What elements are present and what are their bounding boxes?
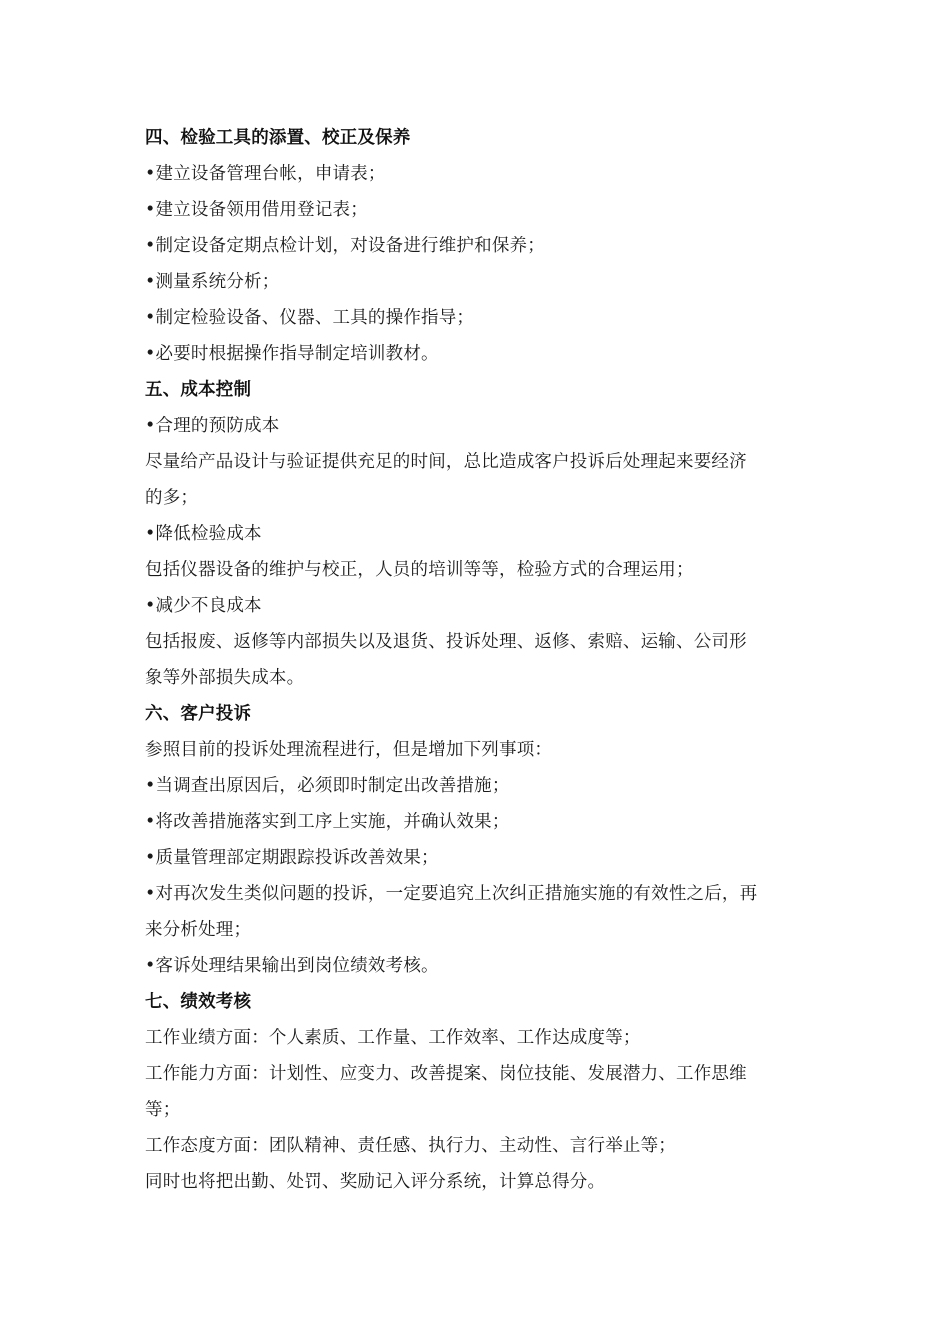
body-text-line: •当调查出原因后，必须即时制定出改善措施； <box>145 776 510 796</box>
body-text-line: •客诉处理结果输出到岗位绩效考核。 <box>145 956 439 976</box>
body-text-line: 工作能力方面：计划性、应变力、改善提案、岗位技能、发展潜力、工作思维 <box>145 1064 747 1084</box>
body-text-line: •降低检验成本 <box>145 524 262 544</box>
body-text-line: •制定设备定期点检计划，对设备进行维护和保养； <box>145 236 545 256</box>
body-text-line: •必要时根据操作指导制定培训教材。 <box>145 344 439 364</box>
body-text-line: 工作态度方面：团队精神、责任感、执行力、主动性、言行举止等； <box>145 1136 676 1156</box>
body-text-line: 来分析处理； <box>145 920 252 940</box>
section-heading: 五、成本控制 <box>145 380 252 400</box>
body-text-line: 等； <box>145 1100 181 1120</box>
body-text-line: •建立设备管理台帐，申请表； <box>145 164 386 184</box>
body-text-line: 工作业绩方面：个人素质、工作量、工作效率、工作达成度等； <box>145 1028 641 1048</box>
body-text-line: 尽量给产品设计与验证提供充足的时间，总比造成客户投诉后处理起来要经济 <box>145 452 747 472</box>
body-text-line: 包括报废、返修等内部损失以及退货、投诉处理、返修、索赔、运输、公司形 <box>145 632 747 652</box>
body-text-line: •将改善措施落实到工序上实施，并确认效果； <box>145 812 510 832</box>
body-text-line: •合理的预防成本 <box>145 416 280 436</box>
section-heading: 四、检验工具的添置、校正及保养 <box>145 128 411 148</box>
body-text-line: 的多； <box>145 488 199 508</box>
body-text-line: •制定检验设备、仪器、工具的操作指导； <box>145 308 475 328</box>
body-text-line: •测量系统分析； <box>145 272 280 292</box>
body-text-line: 同时也将把出勤、处罚、奖励记入评分系统，计算总得分。 <box>145 1172 606 1192</box>
section-heading: 六、客户投诉 <box>145 704 252 724</box>
body-text-line: •质量管理部定期跟踪投诉改善效果； <box>145 848 439 868</box>
document-body <box>145 120 815 1200</box>
body-text-line: •减少不良成本 <box>145 596 262 616</box>
body-text-line: 参照目前的投诉处理流程进行，但是增加下列事项： <box>145 740 553 760</box>
body-text-line: 象等外部损失成本。 <box>145 668 305 688</box>
body-text-line: •建立设备领用借用登记表； <box>145 200 368 220</box>
body-text-line: 包括仪器设备的维护与校正，人员的培训等等，检验方式的合理运用； <box>145 560 694 580</box>
section-heading: 七、绩效考核 <box>145 992 252 1012</box>
body-text-line: •对再次发生类似问题的投诉，一定要追究上次纠正措施实施的有效性之后，再 <box>145 884 758 904</box>
